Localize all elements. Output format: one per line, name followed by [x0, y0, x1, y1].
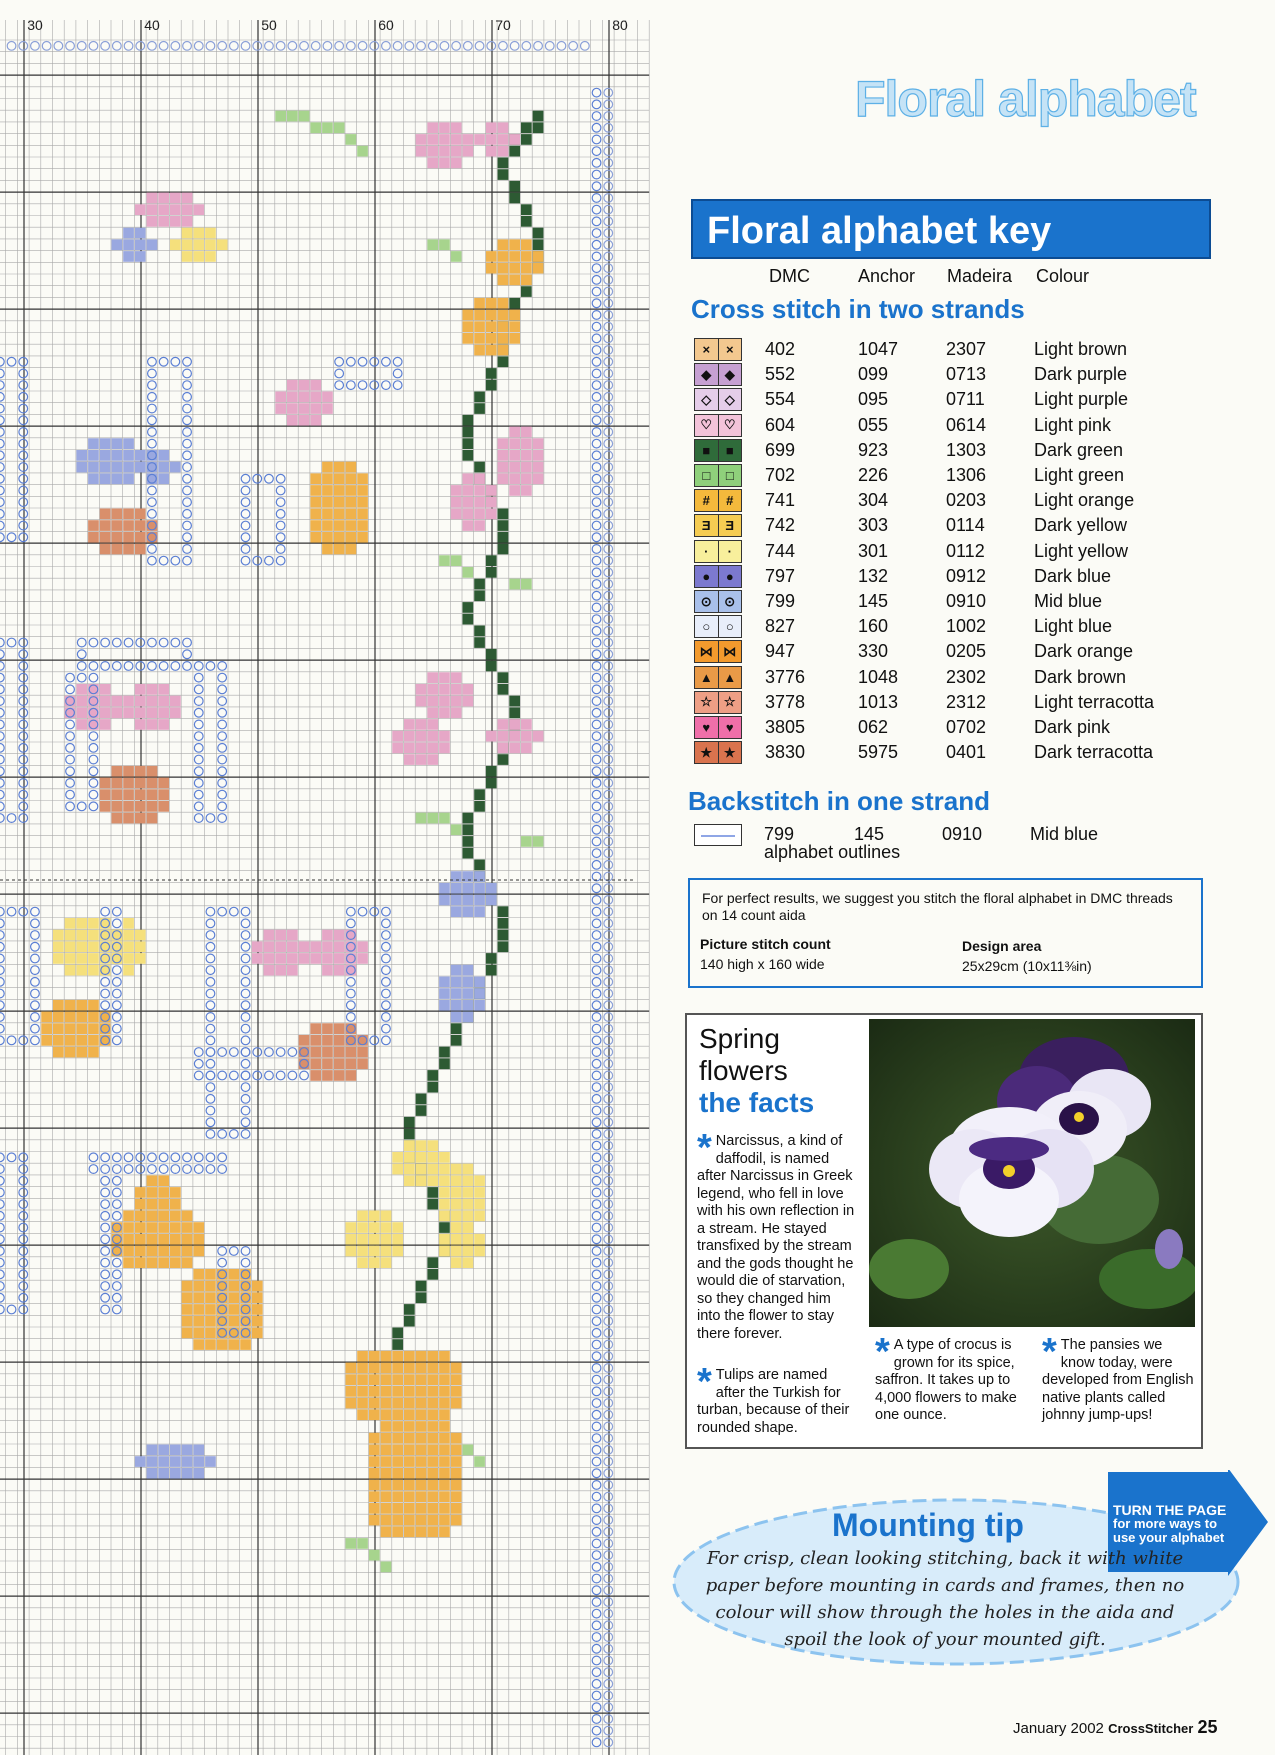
- facts-title: [699, 1023, 814, 1119]
- key-row: [692, 488, 1232, 513]
- col-head-madeira: Madeira: [947, 266, 1013, 286]
- key-row: [692, 589, 1232, 614]
- key-colour: Light blue: [1034, 616, 1113, 637]
- stitch-symbol: Ǝ: [725, 518, 735, 534]
- key-anchor: 5975: [858, 742, 899, 763]
- key-row: [692, 387, 1232, 412]
- key-anchor: 330: [858, 641, 889, 662]
- stitch-symbol: ●: [695, 566, 719, 587]
- fact-pansies: [1042, 1331, 1194, 1425]
- turn-page-arrow[interactable]: [1113, 1503, 1233, 1545]
- spring-flowers-facts: [685, 1013, 1203, 1449]
- column-number: 40: [144, 17, 160, 33]
- stitch-symbol: ⋈: [723, 643, 737, 659]
- turn-page-line-2: for more ways to use your alphabet: [1113, 1516, 1225, 1545]
- stitch-symbol: ■: [725, 442, 734, 458]
- footer-page-number: 25: [1197, 1717, 1218, 1737]
- stitch-symbol: ◇: [695, 389, 719, 410]
- key-dmc: 741: [765, 490, 796, 511]
- key-row: [692, 564, 1232, 589]
- fact-pansies-text: The pansies we know today, were developed from English native plants called johnny jump-ups!: [1042, 1337, 1194, 1423]
- col-head-anchor: Anchor: [858, 266, 916, 286]
- key-anchor: 145: [858, 591, 889, 611]
- thread-swatch: [694, 439, 742, 462]
- thread-swatch: [694, 363, 742, 386]
- stitch-symbol: ×: [725, 342, 734, 357]
- thread-swatch: [694, 691, 742, 714]
- stitch-symbol: ★: [695, 742, 719, 763]
- col-head-colour: Colour: [1036, 266, 1090, 286]
- key-colour: Dark orange: [1034, 641, 1134, 662]
- key-madeira: 0114: [946, 515, 985, 536]
- key-row: [692, 337, 1232, 362]
- key-dmc: 554: [765, 389, 796, 410]
- key-row: [692, 740, 1232, 765]
- thread-swatch: [694, 615, 742, 638]
- thread-swatch: [694, 514, 742, 537]
- backstitch-colour: Mid blue: [1030, 824, 1099, 844]
- key-dmc: 3805: [765, 717, 806, 737]
- key-anchor: 923: [858, 439, 889, 460]
- key-anchor: 304: [858, 490, 889, 511]
- key-dmc: 799: [765, 591, 796, 611]
- key-dmc: 744: [765, 540, 796, 561]
- key-madeira: 0614: [946, 414, 987, 435]
- key-dmc: 827: [765, 616, 796, 637]
- key-dmc: 604: [765, 414, 796, 435]
- key-madeira: 1002: [946, 616, 987, 637]
- key-madeira: 1306: [946, 465, 987, 485]
- thread-swatch: [694, 590, 742, 613]
- key-colour: Light terracotta: [1034, 691, 1155, 712]
- key-colour: Dark pink: [1034, 717, 1111, 737]
- stitch-symbol: ♥: [725, 720, 734, 735]
- fact-crocus: [875, 1331, 1025, 1425]
- backstitch-label: alphabet outlines: [764, 842, 901, 862]
- stitch-symbol: □: [725, 468, 734, 483]
- footer-date: January 2002: [1013, 1720, 1104, 1737]
- footer-magazine: CrossStitcher: [1108, 1721, 1194, 1736]
- key-colour: Mid blue: [1034, 591, 1103, 611]
- backstitch-title: Backstitch in one strand: [688, 786, 990, 816]
- design-area-value: 25x29cm (10x11⅜in): [962, 958, 1092, 974]
- key-row: [692, 362, 1232, 387]
- key-dmc: 402: [765, 339, 796, 359]
- asterisk-icon: *: [875, 1331, 890, 1373]
- key-madeira: 0401: [946, 742, 987, 763]
- key-dmc: 3830: [765, 742, 806, 763]
- key-anchor: 1047: [858, 339, 899, 359]
- mounting-tip-text: For crisp, clean looking stitching, back it with white paper before mounting in cards and frames, then no colour will show through the holes in the aida and spoil the look of your mounted gift.: [705, 1548, 1185, 1650]
- stitch-symbol: ▲: [695, 667, 719, 688]
- stitch-symbol: ◆: [724, 366, 735, 382]
- key-colour: Light brown: [1034, 339, 1128, 359]
- stitch-symbol: □: [695, 465, 719, 486]
- key-colour: Dark purple: [1034, 364, 1128, 385]
- fact-narcissus: [697, 1127, 857, 1343]
- key-madeira: 0711: [946, 389, 985, 410]
- key-madeira: 2302: [946, 666, 987, 687]
- key-dmc: 699: [765, 439, 796, 460]
- key-dmc: 797: [765, 565, 796, 586]
- key-row: [692, 665, 1232, 690]
- backstitch-swatch: [694, 824, 742, 846]
- thread-swatch: [694, 464, 742, 487]
- column-number: 70: [495, 17, 511, 33]
- stitch-symbol: ×: [695, 339, 719, 360]
- page-footer: [1013, 1717, 1218, 1738]
- asterisk-icon: *: [1042, 1331, 1057, 1373]
- key-row: [692, 715, 1232, 740]
- fact-crocus-text: A type of crocus is grown for its spice, saffron. It takes up to 4,000 flowers to make one ounce.: [875, 1337, 1017, 1423]
- key-title: Floral alphabet key: [691, 199, 1211, 259]
- key-row: [692, 513, 1232, 538]
- key-colour: Dark green: [1034, 439, 1124, 460]
- backstitch-madeira: 0910: [942, 824, 983, 844]
- stitch-symbol: ■: [695, 440, 719, 461]
- key-colour: Dark yellow: [1034, 515, 1128, 536]
- col-head-dmc: DMC: [769, 266, 810, 286]
- key-anchor: 1013: [858, 691, 899, 712]
- key-madeira: 0713: [946, 364, 987, 385]
- asterisk-icon: *: [697, 1127, 712, 1169]
- key-colour: Light orange: [1034, 490, 1135, 511]
- key-madeira: 1303: [946, 439, 987, 460]
- stitch-symbol: ·: [695, 541, 719, 562]
- key-anchor: 301: [858, 540, 889, 561]
- key-dmc: 742: [765, 515, 796, 536]
- backstitch-anchor: 145: [854, 824, 885, 844]
- stitch-symbol: #: [726, 493, 734, 509]
- thread-swatch: [694, 716, 742, 739]
- key-colour: Dark terracotta: [1034, 742, 1154, 763]
- key-colour: Light pink: [1034, 414, 1112, 435]
- thread-swatch: [694, 388, 742, 411]
- column-number: 80: [612, 17, 628, 33]
- key-madeira: 2307: [946, 339, 987, 359]
- stitch-symbol: ♡: [723, 417, 736, 433]
- asterisk-icon: *: [697, 1361, 712, 1403]
- note-text: For perfect results, we suggest you stitch the floral alphabet in DMC threads on 14 count aida: [702, 890, 1173, 923]
- thread-swatch: [694, 666, 742, 689]
- thread-swatch: [694, 640, 742, 663]
- stitch-symbol: ▲: [723, 669, 737, 685]
- stitch-symbol: ⋈: [695, 641, 719, 662]
- stitch-symbol: ◆: [695, 364, 719, 385]
- stitch-symbol: ★: [723, 744, 736, 760]
- mounting-tip-title: Mounting tip: [832, 1507, 1024, 1543]
- picture-stitch-count-value: 140 high x 160 wide: [700, 956, 825, 972]
- thread-swatch: [694, 565, 742, 588]
- key-row: [692, 413, 1232, 438]
- key-row: [692, 539, 1232, 564]
- stitch-symbol: ●: [725, 568, 734, 584]
- stitch-symbol: ☆: [723, 694, 736, 710]
- key-dmc: 702: [765, 465, 796, 485]
- stitch-symbol: ⊙: [724, 593, 736, 609]
- key-madeira: 0205: [946, 641, 987, 662]
- key-row: [692, 690, 1232, 715]
- thread-swatch: [694, 338, 742, 361]
- thread-swatch: [694, 741, 742, 764]
- key-anchor: 132: [858, 565, 889, 586]
- facts-title-line-1: Spring: [699, 1023, 780, 1054]
- key-anchor: 095: [858, 389, 889, 410]
- key-dmc: 3778: [765, 691, 806, 712]
- key-anchor: 099: [858, 364, 889, 385]
- key-dmc: 3776: [765, 666, 806, 687]
- design-area-label: Design area: [962, 938, 1042, 954]
- key-anchor: 303: [858, 515, 889, 536]
- thread-swatch: [694, 540, 742, 563]
- key-madeira: 0203: [946, 490, 987, 511]
- key-anchor: 055: [858, 414, 889, 435]
- key-dmc: 947: [765, 641, 796, 662]
- key-madeira: 0910: [946, 591, 987, 611]
- fact-narcissus-text: Narcissus, a kind of daffodil, is named after Narcissus in Greek legend, who fell in love with his own reflection in a stream. He stayed transfixed by the stream and the gods thought he would die of starvation, so they changed him into the flower to stay there forever.: [697, 1133, 855, 1342]
- picture-stitch-count-label: Picture stitch count: [700, 936, 831, 952]
- key-row: [692, 639, 1232, 664]
- fact-tulips-text: Tulips are named after the Turkish for turban, because of their rounded shape.: [697, 1367, 850, 1436]
- key-anchor: 1048: [858, 666, 899, 687]
- column-number: 60: [378, 17, 394, 33]
- key-row: [692, 463, 1232, 488]
- stitch-symbol: ♡: [695, 415, 719, 436]
- key-anchor: 062: [858, 717, 889, 737]
- key-colour: Light purple: [1034, 389, 1129, 410]
- stitch-symbol: #: [695, 490, 719, 511]
- turn-page-line-1: TURN THE PAGE: [1113, 1502, 1227, 1518]
- page-title: Floral alphabet: [855, 71, 1196, 127]
- thread-swatch: [694, 489, 742, 512]
- key-colour: Dark blue: [1034, 565, 1112, 586]
- key-colour: Light green: [1034, 465, 1125, 485]
- facts-title-line-2: flowers: [699, 1055, 788, 1086]
- facts-title-line-3: the facts: [699, 1087, 815, 1118]
- stitch-symbol: ·: [727, 543, 732, 559]
- stitch-symbol: Ǝ: [695, 515, 719, 536]
- key-madeira: 0702: [946, 717, 987, 737]
- column-number: 50: [261, 17, 277, 33]
- key-anchor: 160: [858, 616, 889, 637]
- fact-tulips: [697, 1361, 857, 1437]
- key-anchor: 226: [858, 465, 889, 485]
- key-madeira: 2312: [946, 691, 987, 712]
- stitch-symbol: ○: [725, 619, 734, 635]
- thread-swatch: [694, 414, 742, 437]
- cross-stitch-title: Cross stitch in two strands: [691, 294, 1025, 324]
- key-colour: Dark brown: [1034, 666, 1127, 687]
- backstitch-dmc: 799: [764, 824, 795, 844]
- key-row: [692, 438, 1232, 463]
- stitch-symbol: ◇: [724, 391, 735, 407]
- key-colour: Light yellow: [1034, 540, 1129, 561]
- key-dmc: 552: [765, 364, 796, 385]
- key-row: [692, 614, 1232, 639]
- pansy-photo: [869, 1019, 1195, 1327]
- stitch-symbol: ⊙: [695, 591, 719, 612]
- stitch-note-box: [688, 878, 1203, 988]
- stitch-symbol: ☆: [695, 692, 719, 713]
- key-madeira: 0112: [946, 540, 985, 561]
- stitch-symbol: ♥: [695, 717, 719, 738]
- stitch-symbol: ○: [695, 616, 719, 637]
- column-number: 30: [27, 17, 43, 33]
- key-madeira: 0912: [946, 565, 987, 586]
